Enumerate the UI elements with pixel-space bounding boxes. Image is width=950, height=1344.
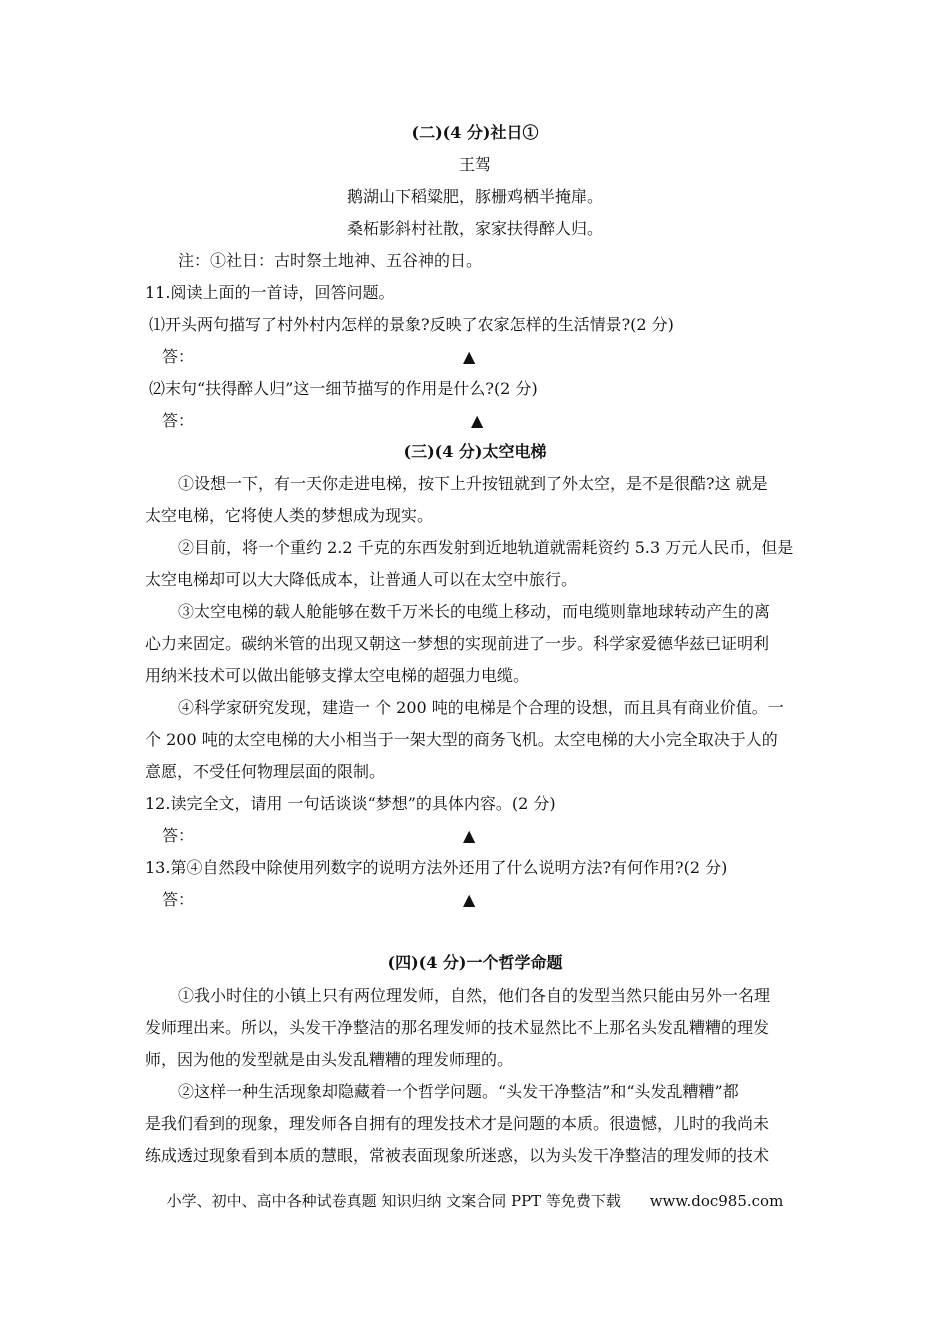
answer-marker[interactable]: ▲ [471,411,484,430]
paragraph-line: ②目前，将一个重约 2.2 千克的东西发射到近地轨道就需耗资约 5.3 万元人民币，但是 [178,538,794,557]
question-12: 12.读完全文，请用 一句话谈谈“梦想”的具体内容。(2 分) [145,794,556,813]
question-11-2: ⑵末句“扶得醉人归”这一细节描写的作用是什么?(2 分) [149,379,538,398]
section2-title: (二)(4 分)社日① [411,123,539,142]
paragraph-line: 太空电梯，它将使人类的梦想成为现实。 [145,506,434,525]
poem-author: 王驾 [458,155,491,174]
paragraph-line: ①我小时住的小镇上只有两位理发师，自然，他们各自的发型当然只能由另外一名理 [178,986,771,1005]
question-11: 11.阅读上面的一首诗，回答问题。 [145,283,395,302]
paragraph-line: 个 200 吨的太空电梯的大小相当于一架大型的商务飞机。太空电梯的大小完全取决于人的 [145,730,778,749]
paragraph-line: ①设想一下，有一天你走进电梯，按下上升按钮就到了外太空，是不是很酷?这 就是 [178,474,768,493]
section4-title: (四)(4 分)一个哲学命题 [387,953,563,972]
poem-line-1: 鹅湖山下稻粱肥，豚栅鸡栖半掩扉。 [346,187,603,206]
footer-site-link[interactable]: www.doc985.com [649,1192,784,1210]
paragraph-line: ③太空电梯的载人舱能够在数千万米长的电缆上移动，而电缆则靠地球转动产生的离 [178,602,771,621]
paragraph-line: 意愿，不受任何物理层面的限制。 [145,762,386,781]
paragraph-line: ②这样一种生活现象却隐藏着一个哲学问题。“头发干净整洁”和“头发乱糟糟”都 [178,1082,739,1101]
paragraph-line: 是我们看到的现象，理发师各自拥有的理发技术才是问题的本质。很遗憾，儿时的我尚未 [145,1114,770,1133]
paragraph-line: 练成透过现象看到本质的慧眼，常被表面现象所迷惑，以为头发干净整洁的理发师的技术 [145,1146,770,1165]
poem-line-2: 桑柘影斜村社散，家家扶得醉人归。 [346,219,603,238]
footer-text: 小学、初中、高中各种试卷真题 知识归纳 文案合同 PPT 等免费下载 [166,1192,621,1210]
answer-label: 答： [162,347,195,366]
answer-label: 答： [162,890,195,909]
paragraph-line: ④科学家研究发现，建造一 个 200 吨的电梯是个合理的设想，而且具有商业价值。一 [178,698,784,717]
paragraph-line: 用纳米技术可以做出能够支撑太空电梯的超强力电缆。 [145,666,530,685]
poem-note: 注：①社日：古时祭土地神、五谷神的日。 [178,251,483,270]
paragraph-line: 心力来固定。碳纳米管的出现又朝这一梦想的实现前进了一步。科学家爱德华兹已证明利 [145,634,770,653]
question-13: 13.第④自然段中除使用列数字的说明方法外还用了什么说明方法?有何作用?(2 分) [145,858,728,877]
section3-title: (三)(4 分)太空电梯 [403,442,547,461]
answer-label: 答： [162,411,195,430]
paragraph-line: 师，因为他的发型就是由头发乱糟糟的理发师理的。 [145,1050,514,1069]
answer-label: 答： [162,826,195,845]
answer-marker[interactable]: ▲ [463,890,476,909]
paragraph-line: 太空电梯却可以大大降低成本，让普通人可以在太空中旅行。 [145,570,578,589]
answer-marker[interactable]: ▲ [463,826,476,845]
answer-marker[interactable]: ▲ [463,347,476,366]
page-footer [0,1190,950,1212]
paragraph-line: 发师理出来。所以，头发干净整洁的那名理发师的技术显然比不上那名头发乱糟糟的理发 [145,1018,770,1037]
question-11-1: ⑴开头两句描写了村外村内怎样的景象?反映了农家怎样的生活情景?(2 分) [149,315,674,334]
